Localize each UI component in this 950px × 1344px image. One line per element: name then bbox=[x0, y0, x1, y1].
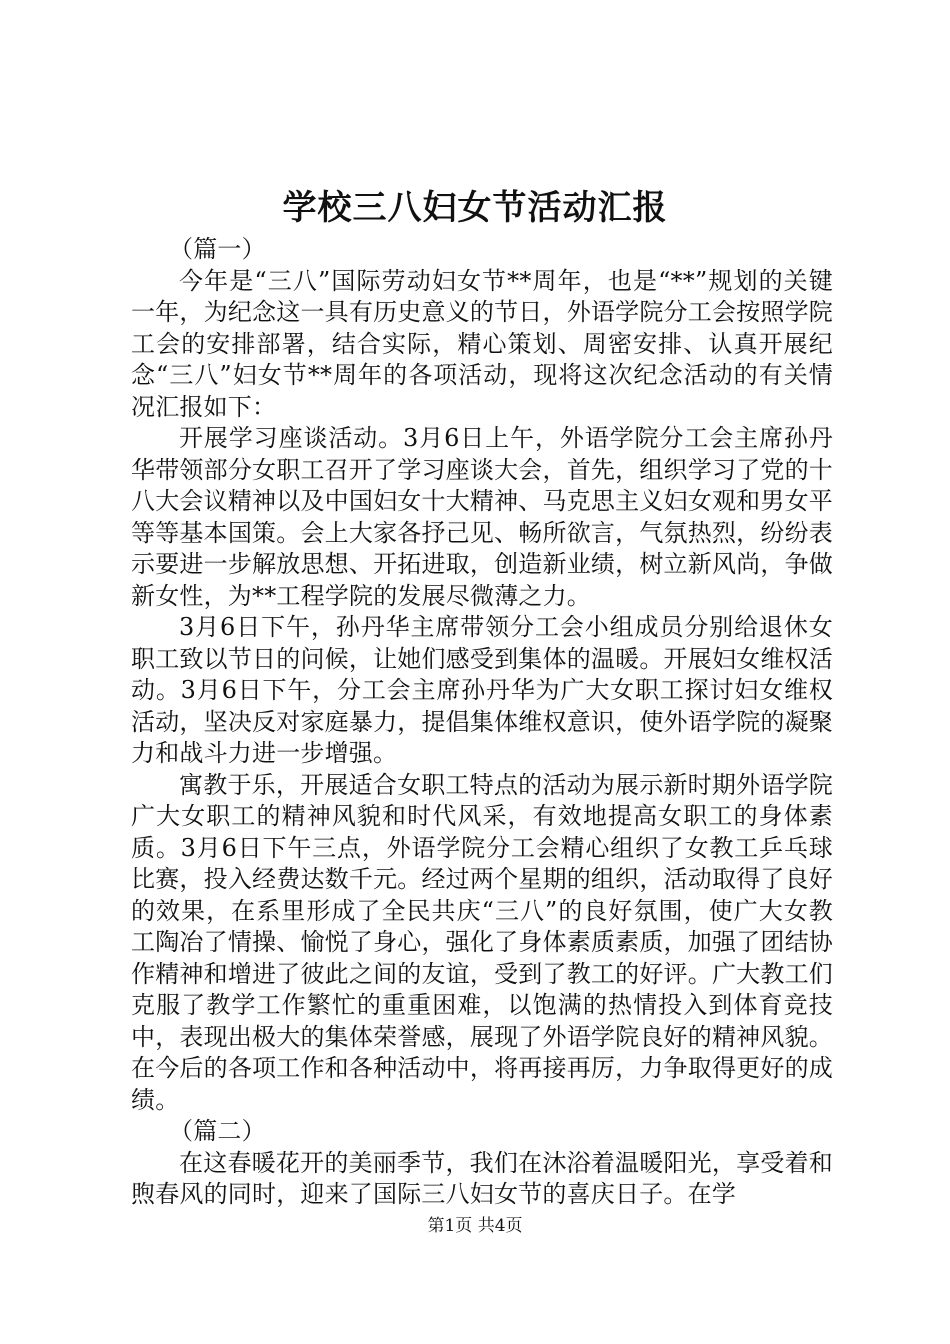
page-number-footer: 第1页 共4页 bbox=[427, 1216, 523, 1236]
document-title: 学校三八妇女节活动汇报 bbox=[282, 188, 668, 228]
section-heading-part-one: （篇一） bbox=[169, 235, 266, 263]
paragraph-table-tennis: 寓教于乐，开展适合女职工特点的活动为展示新时期外语学院广大女职工的精神风貌和时代风采，有效地提高女职工的身体素质。3月6日下午三点，外语学院分工会精心组织了女教工乒乓球比赛，投入经费达数千元。经过两个星期的组织，活动取得了良好的效果，在系里形成了全民共庆“三八”的良好氛围，使广大女教工陶冶了情操、愉悦了身心，强化了身体素质素质，加强了团结协作精神和增进了彼此之间的友谊，受到了教工的好评。广大教工们克服了教学工作繁忙的重重困难，以饱满的热情投入到体育竞技中，表现出极大的集体荣誉感，展现了外语学院良好的精神风貌。在今后的各项工作和各种活动中，将再接再厉，力争取得更好的成绩。 bbox=[131, 770, 833, 1114]
paragraph-study-seminar: 开展学习座谈活动。3月6日上午，外语学院分工会主席孙丹华带领部分女职工召开了学习座谈大会，首先，组织学习了党的十八大会议精神以及中国妇女十大精神、马克思主义妇女观和男女平等等基本国策。会上大家各抒己见、畅所欲言，气氛热烈，纷纷表示要进一步解放思想、开拓进取，创造新业绩，树立新风尚，争做新女性，为**工程学院的发展尽微薄之力。 bbox=[131, 424, 833, 610]
paragraph-intro: 今年是“三八”国际劳动妇女节**周年，也是“**”规划的关键一年，为纪念这一具有历史意义的节日，外语学院分工会按照学院工会的安排部署，结合实际，精心策划、周密安排、认真开展纪念“三八”妇女节**周年的各项活动，现将这次纪念活动的有关情况汇报如下： bbox=[131, 266, 833, 421]
paragraph-part-two-opening: 在这春暖花开的美丽季节，我们在沐浴着温暖阳光，享受着和煦春风的同时，迎来了国际三八妇女节的喜庆日子。在学 bbox=[131, 1148, 833, 1208]
section-heading-part-two: （篇二） bbox=[169, 1117, 266, 1145]
document-body bbox=[131, 234, 833, 1211]
paragraph-rights-activity: 3月6日下午，孙丹华主席带领分工会小组成员分别给退休女职工致以节日的问候，让她们感受到集体的温暖。开展妇女维权活动。3月6日下午，分工会主席孙丹华为广大女职工探讨妇女维权活动，坚决反对家庭暴力，提倡集体维权意识，使外语学院的凝聚力和战斗力进一步增强。 bbox=[131, 613, 833, 767]
